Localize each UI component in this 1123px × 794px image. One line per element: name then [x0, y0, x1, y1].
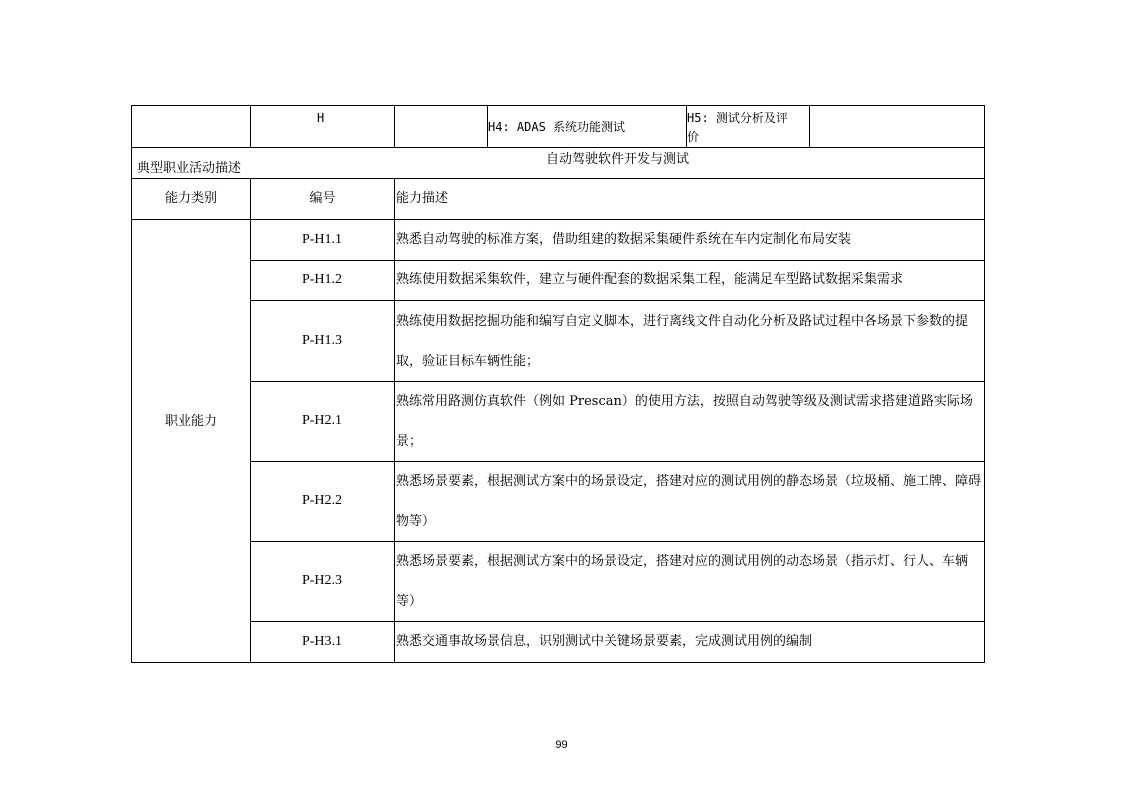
table-border-bottom	[131, 662, 985, 663]
row-code: P-H3.1	[301, 634, 343, 649]
row-code: P-H2.3	[301, 573, 343, 588]
row-code: P-H1.1	[301, 232, 343, 247]
row-code: P-H2.1	[301, 413, 343, 428]
table-border-left	[131, 105, 132, 663]
col-divider	[394, 105, 395, 147]
row-description: 熟练使用数据挖掘功能和编写自定义脚本，进行离线文件自动化分析及路试过程中各场景下参数的提取，验证目标车辆性能；	[396, 314, 969, 369]
activity-value: 自动驾驶软件开发与测试	[545, 152, 689, 167]
column-header-category: 能力类别	[164, 191, 217, 206]
col-divider	[809, 105, 810, 147]
row-description: 熟悉自动驾驶的标准方案，借助组建的数据采集硬件系统在车内定制化布局安装	[396, 232, 852, 247]
col-divider	[250, 105, 251, 147]
row-divider	[131, 147, 985, 148]
row-description: 熟悉交通事故场景信息，识别测试中关键场景要素，完成测试用例的编制	[396, 634, 813, 649]
col-divider	[394, 178, 395, 663]
header-cell-h5-line2: 价	[687, 130, 700, 144]
row-description: 熟练常用路测仿真软件（例如 Prescan）的使用方法，按照自动驾驶等级及测试需求搭建道路实际场景；	[396, 394, 973, 449]
category-value: 职业能力	[164, 414, 217, 429]
header-cell-h4: H4: ADAS 系统功能测试	[488, 120, 626, 134]
row-description: 熟练使用数据采集软件，建立与硬件配套的数据采集工程，能满足车型路试数据采集需求	[396, 272, 904, 287]
header-cell-h: H	[317, 111, 325, 125]
page-number: 99	[555, 739, 568, 751]
column-header-code: 编号	[309, 191, 336, 206]
row-description: 熟悉场景要素，根据测试方案中的场景设定，搭建对应的测试用例的动态场景（指示灯、行人、车辆等）	[396, 554, 969, 609]
row-description: 熟悉场景要素，根据测试方案中的场景设定，搭建对应的测试用例的静态场景（垃圾桶、施工牌、障碍物等）	[396, 474, 982, 529]
activity-label: 典型职业活动描述	[137, 161, 242, 176]
header-cell-h5-line1: H5: 测试分析及评	[687, 111, 788, 125]
table-border-right	[984, 105, 985, 663]
table-border-top	[131, 105, 985, 106]
column-header-description: 能力描述	[396, 191, 449, 206]
row-divider	[250, 300, 985, 301]
row-code: P-H1.2	[301, 272, 343, 287]
row-code: P-H1.3	[301, 333, 343, 348]
row-code: P-H2.2	[301, 493, 343, 508]
row-divider	[131, 178, 985, 179]
